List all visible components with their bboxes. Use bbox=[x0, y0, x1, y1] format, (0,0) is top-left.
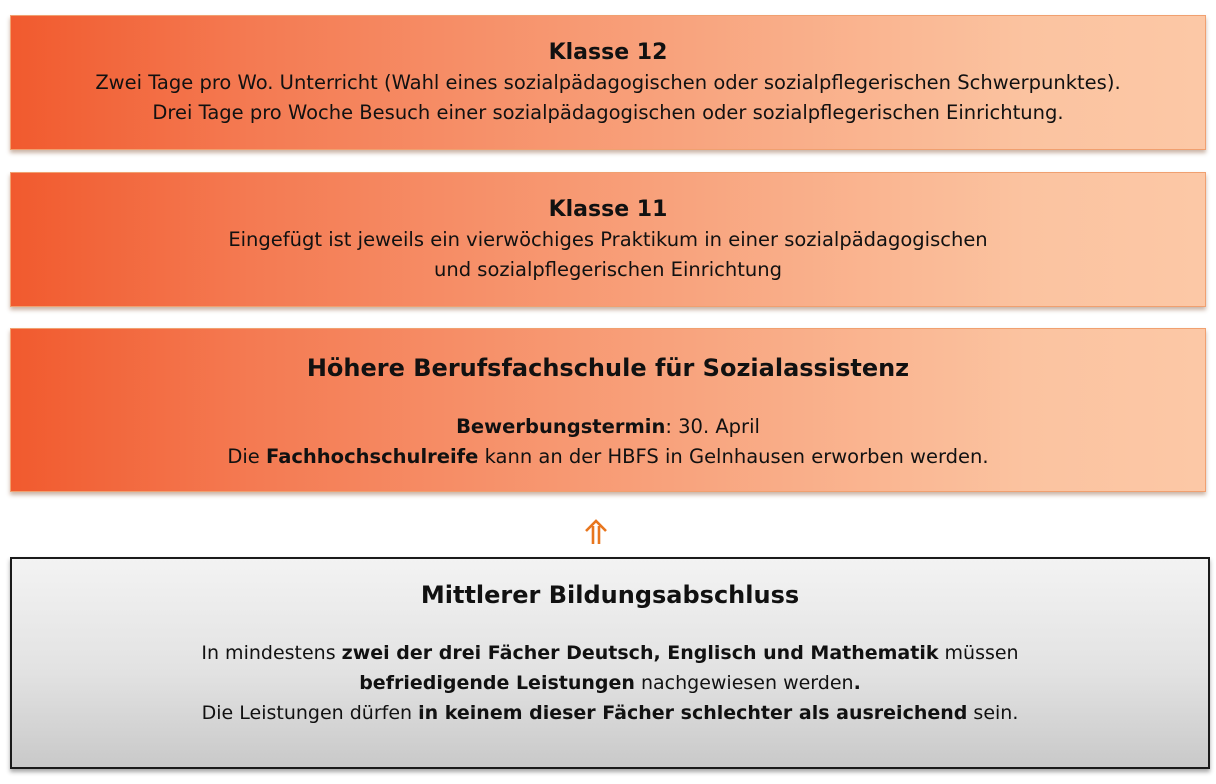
mba-line-2-end: . bbox=[853, 672, 861, 694]
mba-line-2-post: nachgewiesen werden bbox=[634, 672, 854, 694]
hbfs-fachhochschulreife-line bbox=[11, 442, 1205, 472]
mba-line-1-pre: In mindestens bbox=[201, 642, 342, 664]
mba-line-1-post: müssen bbox=[938, 642, 1019, 664]
hbfs-line-2-post: kann an der HBFS in Gelnhausen erworben werden. bbox=[478, 445, 989, 468]
mittlerer-bildungsabschluss-box bbox=[10, 557, 1210, 769]
mba-title: Mittlerer Bildungsabschluss bbox=[420, 581, 800, 609]
hbfs-line-2-pre: Die bbox=[227, 445, 267, 468]
hbfs-line-2-bold: Fachhochschulreife bbox=[266, 445, 479, 468]
deadline-label: Bewerbungstermin bbox=[456, 415, 666, 438]
klasse-11-title: Klasse 11 bbox=[548, 197, 668, 222]
hbfs-title: Höhere Berufsfachschule für Sozialassistenz bbox=[306, 354, 910, 382]
double-up-arrow-icon bbox=[583, 518, 609, 546]
klasse-12-box bbox=[10, 15, 1206, 150]
mba-line-3-pre: Die Leistungen dürfen bbox=[201, 702, 419, 724]
mba-line-3-bold: in keinem dieser Fächer schlechter als ausreichend bbox=[418, 702, 968, 724]
klasse-12-title: Klasse 12 bbox=[548, 40, 668, 65]
klasse-11-line-2: und sozialpflegerischen Einrichtung bbox=[433, 258, 783, 281]
deadline-value: : 30. April bbox=[665, 415, 760, 438]
klasse-12-line-1: Zwei Tage pro Wo. Unterricht (Wahl eines sozialpädagogischen oder sozialpflegerischen Schwerpunktes). bbox=[95, 71, 1121, 94]
klasse-12-line-2: Drei Tage pro Woche Besuch einer sozialpädagogischen oder sozialpflegerischen Einrichtung. bbox=[152, 101, 1064, 124]
mba-line-1-bold: zwei der drei Fächer Deutsch, Englisch und Mathematik bbox=[341, 642, 939, 664]
mba-line-3 bbox=[12, 698, 1208, 728]
mba-line-3-post: sein. bbox=[967, 702, 1019, 724]
klasse-11-line-1: Eingefügt ist jeweils ein vierwöchiges Praktikum in einer sozialpädagogischen bbox=[228, 228, 988, 251]
hbfs-deadline-line bbox=[11, 412, 1205, 442]
mba-line-2 bbox=[12, 668, 1208, 698]
hbfs-box bbox=[10, 328, 1206, 492]
mba-line-2-bold: befriedigende Leistungen bbox=[359, 672, 635, 694]
klasse-11-box bbox=[10, 172, 1206, 307]
mba-line-1 bbox=[12, 638, 1208, 668]
